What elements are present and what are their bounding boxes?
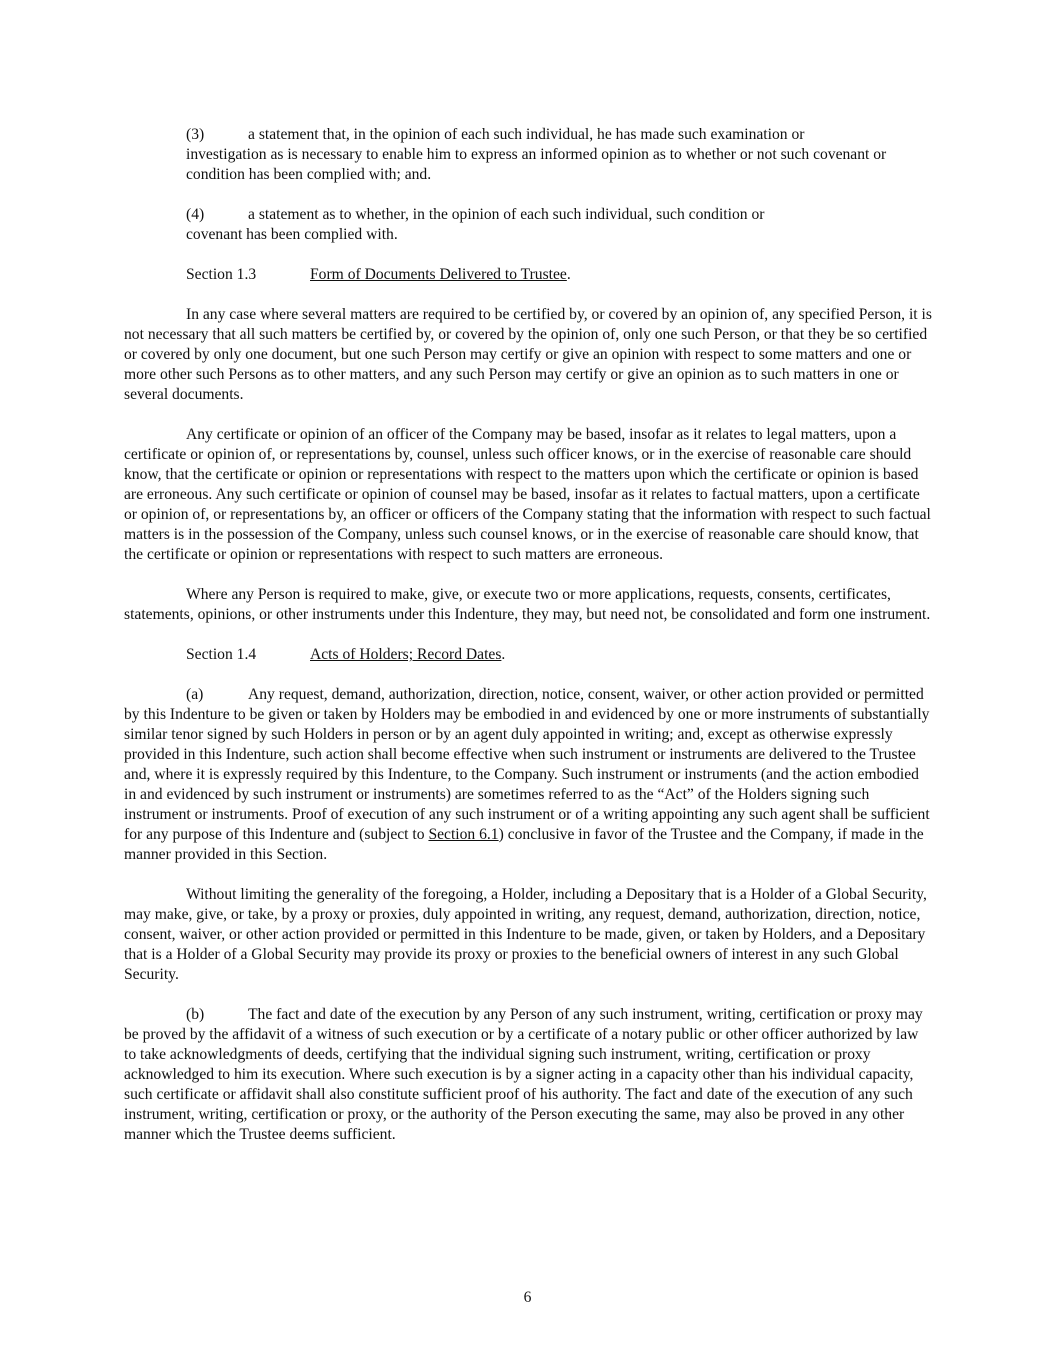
clause-text: The fact and date of the execution by any Person of any such instrument, writing, certification or proxy may be proved by the affidavit of a witness of such execution or by a certificate of a notary public or other officer authorized by law to take acknowledgments of deeds, certifying that the individual signing such instrument, writing, certification or proxy acknowledged to him its execution. Where such execution is by a signer acting in a capacity other than his individual capacity, such certificate or affidavit shall also constitute sufficient proof of his authority. The fact and date of the execution of any such instrument, writing, certification or proxy, or the authority of the Person executing the same, may also be proved in any other manner which the Trustee deems sufficient. [124,1006,923,1143]
clause-number: (a) [186,686,204,703]
section-1-4-heading [124,645,932,665]
section-title: Acts of Holders; Record Dates [310,646,502,663]
list-item-3 [124,125,932,185]
item-text-first-line: a statement as to whether, in the opinion of each such individual, such condition or [248,206,765,223]
section-1-4-clause-a [124,685,932,865]
clause-text-continued: ) conclusive in favor of the Trustee and the Company, if made in the manner provided in this Section. [124,826,924,863]
list-item-4 [124,205,932,245]
item-text-rest: investigation as is necessary to enable him to express an informed opinion as to whether or not such covenant or condition has been complied with; and. [186,146,887,183]
section-number: Section 1.3 [186,266,257,283]
section-1-3-heading [124,265,932,285]
item-number: (4) [186,206,205,223]
clause-text: Any request, demand, authorization, direction, notice, consent, waiver, or other action provided or permitted by this Indenture to be given or taken by Holders may be embodied in and evidenced by one or more instruments of substantially similar tenor signed by such Holders in person or by an agent duly appointed in writing; and, except as otherwise expressly provided in this Indenture, such action shall become effective when such instrument or instruments are delivered to the Trustee and, where it is expressly required by this Indenture, to the Company. Such instrument or instruments (and the action embodied in and evidenced by such instrument or instruments) are sometimes referred to as the “Act” of the Holders signing such instrument or instruments. Proof of execution of any such instrument or of a writing appointing any such agent shall be sufficient for any purpose of this Indenture and (subject to [124,686,930,843]
section-number: Section 1.4 [186,646,257,663]
section-title-period: . [566,266,571,283]
section-6-1-reference: Section 6.1 [428,826,499,843]
item-number: (3) [186,126,205,143]
item-text-first-line: a statement that, in the opinion of each such individual, he has made such examination or [248,126,805,143]
section-title-period: . [501,646,506,663]
section-1-3-paragraph-1: In any case where several matters are required to be certified by, or covered by an opinion of, any specified Person, it is not necessary that all such matters be certified by, or covered by the opinion of, only one such Person, or that they be so certified or covered by only one document, but one such Person may certify or give an opinion with respect to some matters and one or more other such Persons as to other matters, and any such Person may certify or give an opinion as to such matters in one or several documents. [124,306,932,403]
clause-number: (b) [186,1006,205,1023]
section-title: Form of Documents Delivered to Trustee [310,266,567,283]
section-1-4-paragraph-general: Without limiting the generality of the foregoing, a Holder, including a Depositary that is a Holder of a Global Security, may make, give, or take, by a proxy or proxies, duly appointed in writing, any request, demand, authorization, direction, notice, consent, waiver, or other action provided or permitted in this Indenture to be made, given, or taken by Holders, and a Depositary that is a Holder of a Global Security may provide its proxy or proxies to the beneficial owners of interest in any such Global Security. [124,886,927,983]
section-1-3-paragraph-3: Where any Person is required to make, give, or execute two or more applications, requests, consents, certificates, statements, opinions, or other instruments under this Indenture, they may, but need not, be consolidated and form one instrument. [124,586,931,623]
document-page [124,125,932,1165]
section-1-4-clause-b [124,1005,932,1145]
item-text-rest: covenant has been complied with. [186,226,398,243]
page-number: 6 [523,1289,532,1306]
section-1-3-paragraph-2: Any certificate or opinion of an officer of the Company may be based, insofar as it relates to legal matters, upon a certificate or opinion of, or representations by, counsel, unless such officer knows, or in the exercise of reasonable care should know, that the certificate or opinion or representations with respect to the matters upon which the certificate or opinion is based are erroneous. Any such certificate or opinion of counsel may be based, insofar as it relates to factual matters, upon a certificate or opinion of, or representations by, an officer or officers of the Company stating that the information with respect to such factual matters is in the possession of the Company, unless such counsel knows, or in the exercise of reasonable care should know, that the certificate or opinion or representations with respect to such matters are erroneous. [124,426,931,563]
